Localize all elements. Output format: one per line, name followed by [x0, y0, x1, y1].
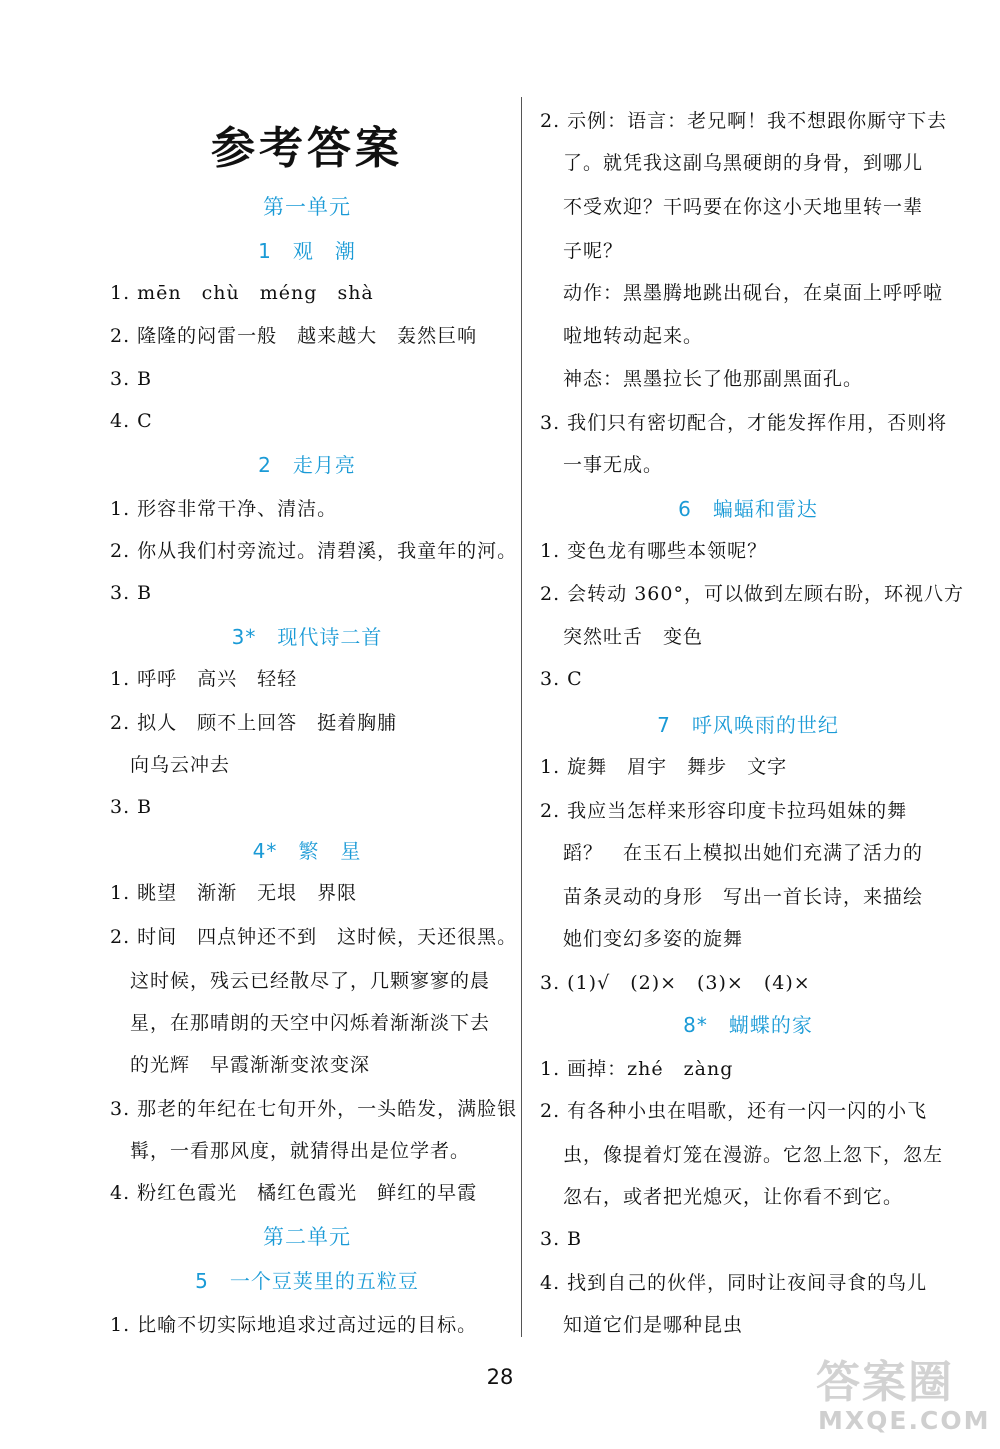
lesson-heading: 7 呼风唤雨的世纪 [657, 713, 839, 737]
page-number: 28 [486, 1365, 514, 1389]
watermark-sub-text: MXQE.COM [818, 1406, 991, 1435]
lesson-heading: 4* 繁 星 [252, 839, 362, 863]
answer-line: 1. 形容非常干净、清洁。 [110, 498, 338, 520]
answer-continuation: 星，在那晴朗的天空中闪烁着渐渐淡下去 [130, 1012, 491, 1034]
answer-line: 1. 眺望 渐渐 无垠 界限 [110, 882, 358, 904]
answer-line: 2. 你从我们村旁流过。清碧溪，我童年的河。 [110, 540, 518, 562]
answer-line: 2. 会转动 360°，可以做到左顾右盼，环视八方 [540, 583, 964, 605]
answer-continuation: 不受欢迎？干吗要在你这小天地里转一辈 [563, 196, 924, 218]
answer-line: 2. 我应当怎样来形容印度卡拉玛姐妹的舞 [540, 800, 908, 822]
answer-line: 2. 有各种小虫在唱歌，还有一闪一闪的小飞 [540, 1100, 928, 1122]
page-title: 参考答案 [211, 123, 403, 174]
column-divider [521, 97, 522, 1337]
answer-line: 2. 时间 四点钟还不到 这时候，天还很黑。 [110, 926, 518, 948]
answer-line: 4. 粉红色霞光 橘红色霞光 鲜红的早霞 [110, 1182, 478, 1204]
lesson-heading: 2 走月亮 [258, 453, 356, 477]
answer-continuation: 向乌云冲去 [130, 754, 231, 776]
answer-continuation: 了。就凭我这副乌黑硬朗的身骨，到哪儿 [563, 152, 924, 174]
answer-line: 3. B [110, 582, 153, 604]
answer-line: 3. B [110, 796, 153, 818]
answer-line: 4. C [110, 410, 153, 432]
answer-continuation: 一事无成。 [563, 454, 664, 476]
watermark-main-text: 答案圈 [816, 1357, 954, 1408]
lesson-heading: 6 蝙蝠和雷达 [678, 497, 818, 521]
answer-line: 1. 旋舞 眉宇 舞步 文字 [540, 756, 788, 778]
answer-line: 3. B [540, 1228, 583, 1250]
answer-line: 1. 变色龙有哪些本领呢？ [540, 540, 768, 562]
answer-continuation: 忽右，或者把光熄灭，让你看不到它。 [563, 1186, 904, 1208]
answer-continuation: 这时候，残云已经散尽了，几颗寥寥的晨 [130, 970, 491, 992]
answer-continuation: 的光辉 早霞渐渐变浓变深 [130, 1054, 371, 1076]
answer-continuation: 突然吐舌 变色 [563, 626, 704, 648]
lesson-heading: 5 一个豆荚里的五粒豆 [195, 1269, 419, 1293]
answer-continuation: 虫，像提着灯笼在漫游。它忽上忽下，忽左 [563, 1144, 944, 1166]
answer-continuation: 苗条灵动的身形 写出一首长诗，来描绘 [563, 886, 924, 908]
answer-line: 1. 呼呼 高兴 轻轻 [110, 668, 298, 690]
answer-line: 3. (1)√ (2)× (3)× (4)× [540, 972, 811, 994]
answer-continuation: 知道它们是哪种昆虫 [563, 1314, 744, 1336]
answer-line: 3. C [540, 668, 583, 690]
lesson-heading: 8* 蝴蝶的家 [683, 1013, 813, 1037]
answer-continuation: 髯，一看那风度，就猜得出是位学者。 [130, 1140, 471, 1162]
answer-continuation: 子呢？ [563, 240, 624, 262]
answer-line: 1. mēn chù méng shà [110, 282, 374, 304]
answer-line: 4. 找到自己的伙伴，同时让夜间寻食的鸟儿 [540, 1272, 928, 1294]
answer-continuation: 动作：黑墨腾地跳出砚台，在桌面上呼呼啦 [563, 282, 944, 304]
answer-line: 3. 那老的年纪在七旬开外，一头皓发，满脸银 [110, 1098, 518, 1120]
answer-line: 2. 拟人 顾不上回答 挺着胸脯 [110, 712, 398, 734]
unit-heading: 第一单元 [263, 195, 351, 219]
answer-continuation: 神态：黑墨拉长了他那副黑面孔。 [563, 368, 864, 390]
lesson-heading: 1 观 潮 [258, 239, 356, 263]
answer-line: 1. 画掉：zhé zàng [540, 1058, 734, 1080]
answer-continuation: 啦地转动起来。 [563, 325, 704, 347]
answer-continuation: 她们变幻多姿的旋舞 [563, 928, 744, 950]
answer-line: 1. 比喻不切实际地追求过高过远的目标。 [110, 1314, 478, 1336]
unit-heading: 第二单元 [263, 1225, 351, 1249]
answer-line: 3. 我们只有密切配合，才能发挥作用，否则将 [540, 412, 948, 434]
answer-continuation: 蹈？ 在玉石上模拟出她们充满了活力的 [563, 842, 924, 864]
answer-line: 2. 示例：语言：老兄啊！我不想跟你厮守下去 [540, 110, 948, 132]
answer-line: 2. 隆隆的闷雷一般 越来越大 轰然巨响 [110, 325, 478, 347]
watermark-logo [816, 1346, 992, 1442]
lesson-heading: 3* 现代诗二首 [231, 625, 383, 649]
answer-line: 3. B [110, 368, 153, 390]
